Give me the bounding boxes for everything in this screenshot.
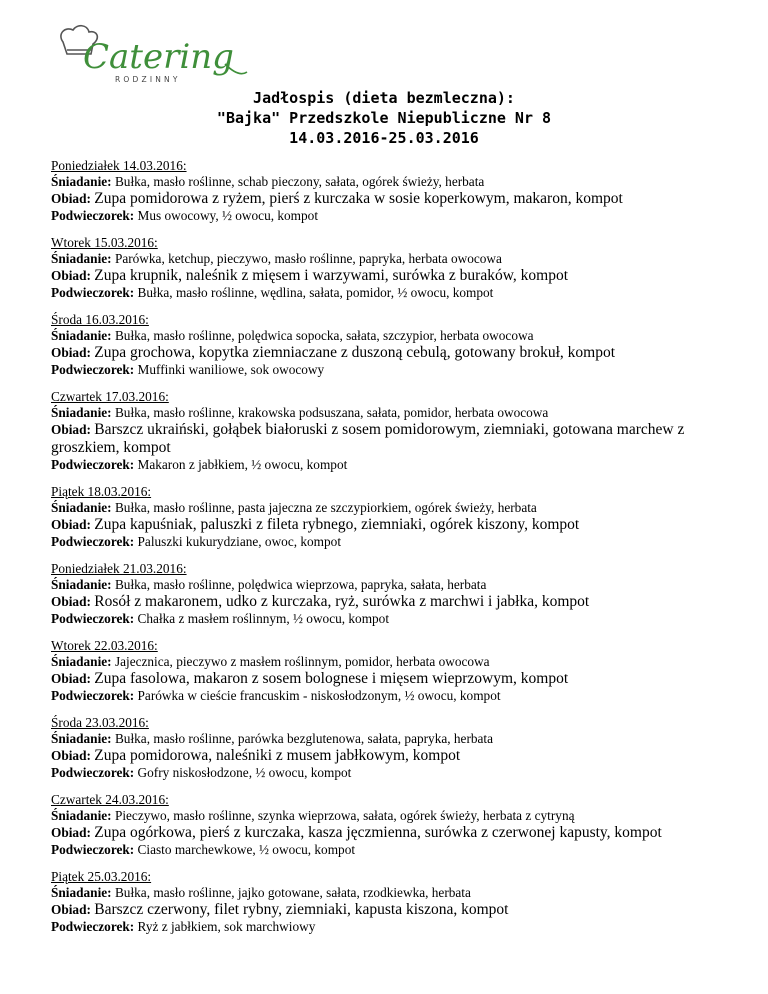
lunch-text: Zupa pomidorowa z ryżem, pierś z kurczaka w sosie koperkowym, makaron, kompot bbox=[94, 190, 623, 207]
breakfast-text: Bułka, masło roślinne, polędwica sopocka, sałata, szczypior, herbata owocowa bbox=[114, 328, 534, 343]
chef-hat-logo-graphic bbox=[55, 24, 250, 86]
breakfast-label: Śniadanie: bbox=[51, 251, 112, 266]
lunch-label: Obiad: bbox=[51, 268, 91, 283]
snack-text: Muffinki waniliowe, sok owocowy bbox=[137, 362, 325, 377]
day-header: Wtorek 22.03.2016: bbox=[51, 638, 158, 653]
breakfast-label: Śniadanie: bbox=[51, 885, 112, 900]
snack-label: Podwieczorek: bbox=[51, 842, 135, 857]
lunch-text: Zupa kapuśniak, paluszki z fileta rybnego, ziemniaki, ogórek kiszony, kompot bbox=[94, 516, 580, 533]
breakfast-text: Pieczywo, masło roślinne, szynka wieprzowa, sałata, ogórek świeży, herbata z cytryną bbox=[114, 808, 575, 823]
snack-text: Mus owocowy, ½ owocu, kompot bbox=[137, 208, 319, 223]
lunch-line bbox=[51, 901, 741, 919]
day-header: Czwartek 24.03.2016: bbox=[51, 792, 169, 807]
day-header: Poniedziałek 14.03.2016: bbox=[51, 158, 187, 173]
breakfast-label: Śniadanie: bbox=[51, 808, 112, 823]
snack-text: Ciasto marchewkowe, ½ owocu, kompot bbox=[137, 842, 356, 857]
breakfast-label: Śniadanie: bbox=[51, 731, 112, 746]
lunch-text: Zupa krupnik, naleśnik z mięsem i warzywami, surówka z buraków, kompot bbox=[94, 267, 569, 284]
breakfast-line bbox=[51, 577, 741, 593]
breakfast-label: Śniadanie: bbox=[51, 328, 112, 343]
lunch-text: Barszcz ukraiński, gołąbek białoruski z sosem pomidorowym, ziemniaki, gotowana marchew z groszkiem, kompot bbox=[51, 421, 685, 456]
lunch-label: Obiad: bbox=[51, 594, 91, 609]
day-entry bbox=[51, 638, 741, 704]
breakfast-text: Bułka, masło roślinne, schab pieczony, sałata, ogórek świeży, herbata bbox=[114, 174, 485, 189]
breakfast-text: Bułka, masło roślinne, krakowska podsuszana, sałata, pomidor, herbata owocowa bbox=[114, 405, 549, 420]
breakfast-label: Śniadanie: bbox=[51, 500, 112, 515]
breakfast-text: Jajecznica, pieczywo z masłem roślinnym, pomidor, herbata owocowa bbox=[114, 654, 490, 669]
snack-label: Podwieczorek: bbox=[51, 919, 135, 934]
lunch-text: Zupa grochowa, kopytka ziemniaczane z duszoną cebulą, gotowany brokuł, kompot bbox=[94, 344, 616, 361]
lunch-label: Obiad: bbox=[51, 422, 91, 437]
lunch-text: Barszcz czerwony, filet rybny, ziemniaki, kapusta kiszona, kompot bbox=[94, 901, 509, 918]
breakfast-label: Śniadanie: bbox=[51, 577, 112, 592]
snack-label: Podwieczorek: bbox=[51, 611, 135, 626]
catering-logo bbox=[55, 24, 250, 86]
snack-label: Podwieczorek: bbox=[51, 534, 135, 549]
logo-word: Catering bbox=[83, 37, 234, 77]
breakfast-line bbox=[51, 654, 741, 670]
breakfast-text: Bułka, masło roślinne, parówka bezglutenowa, sałata, papryka, herbata bbox=[114, 731, 494, 746]
breakfast-text: Parówka, ketchup, pieczywo, masło roślinne, papryka, herbata owocowa bbox=[114, 251, 502, 266]
day-entry bbox=[51, 235, 741, 301]
breakfast-line bbox=[51, 808, 741, 824]
snack-label: Podwieczorek: bbox=[51, 208, 135, 223]
lunch-line bbox=[51, 670, 741, 688]
breakfast-line bbox=[51, 405, 741, 421]
snack-text: Makaron z jabłkiem, ½ owocu, kompot bbox=[137, 457, 348, 472]
lunch-label: Obiad: bbox=[51, 902, 91, 917]
lunch-line bbox=[51, 516, 741, 534]
lunch-label: Obiad: bbox=[51, 748, 91, 763]
snack-text: Bułka, masło roślinne, wędlina, sałata, pomidor, ½ owocu, kompot bbox=[137, 285, 494, 300]
day-entry bbox=[51, 792, 741, 858]
lunch-line bbox=[51, 344, 741, 362]
lunch-text: Rosół z makaronem, udko z kurczaka, ryż, surówka z marchwi i jabłka, kompot bbox=[94, 593, 590, 610]
day-entry bbox=[51, 561, 741, 627]
day-header: Czwartek 17.03.2016: bbox=[51, 389, 169, 404]
breakfast-line bbox=[51, 328, 741, 344]
breakfast-line bbox=[51, 251, 741, 267]
snack-line bbox=[51, 457, 741, 473]
menu-title bbox=[0, 88, 768, 148]
breakfast-text: Bułka, masło roślinne, polędwica wieprzowa, papryka, sałata, herbata bbox=[114, 577, 487, 592]
lunch-line bbox=[51, 267, 741, 285]
snack-text: Parówka w cieście francuskim - niskosłodzonym, ½ owocu, kompot bbox=[137, 688, 501, 703]
lunch-line bbox=[51, 190, 741, 208]
snack-text: Paluszki kukurydziane, owoc, kompot bbox=[137, 534, 342, 549]
breakfast-text: Bułka, masło roślinne, jajko gotowane, sałata, rzodkiewka, herbata bbox=[114, 885, 471, 900]
lunch-label: Obiad: bbox=[51, 671, 91, 686]
day-header: Piątek 18.03.2016: bbox=[51, 484, 152, 499]
snack-label: Podwieczorek: bbox=[51, 285, 135, 300]
day-entry bbox=[51, 484, 741, 550]
day-header: Piątek 25.03.2016: bbox=[51, 869, 152, 884]
snack-label: Podwieczorek: bbox=[51, 765, 135, 780]
snack-text: Gofry niskosłodzone, ½ owocu, kompot bbox=[137, 765, 352, 780]
snack-label: Podwieczorek: bbox=[51, 362, 135, 377]
days-list bbox=[51, 158, 741, 946]
day-header: Wtorek 15.03.2016: bbox=[51, 235, 158, 250]
snack-line bbox=[51, 688, 741, 704]
snack-line bbox=[51, 842, 741, 858]
lunch-line bbox=[51, 747, 741, 765]
snack-label: Podwieczorek: bbox=[51, 688, 135, 703]
snack-line bbox=[51, 919, 741, 935]
breakfast-line bbox=[51, 174, 741, 190]
title-line-3: 14.03.2016-25.03.2016 bbox=[289, 129, 479, 147]
day-entry bbox=[51, 869, 741, 935]
breakfast-line bbox=[51, 731, 741, 747]
snack-label: Podwieczorek: bbox=[51, 457, 135, 472]
lunch-line bbox=[51, 824, 741, 842]
breakfast-label: Śniadanie: bbox=[51, 405, 112, 420]
breakfast-line bbox=[51, 500, 741, 516]
day-entry bbox=[51, 389, 741, 473]
breakfast-label: Śniadanie: bbox=[51, 654, 112, 669]
day-entry bbox=[51, 312, 741, 378]
lunch-text: Zupa ogórkowa, pierś z kurczaka, kasza jęczmienna, surówka z czerwonej kapusty, kompot bbox=[94, 824, 662, 841]
lunch-label: Obiad: bbox=[51, 825, 91, 840]
logo-subtitle: RODZINNY bbox=[115, 75, 181, 84]
day-header: Środa 16.03.2016: bbox=[51, 312, 149, 327]
snack-line bbox=[51, 765, 741, 781]
snack-line bbox=[51, 534, 741, 550]
lunch-text: Zupa fasolowa, makaron z sosem bolognese i mięsem wieprzowym, kompot bbox=[94, 670, 569, 687]
day-entry bbox=[51, 158, 741, 224]
title-line-1: Jadłospis (dieta bezmleczna): bbox=[253, 89, 515, 107]
snack-line bbox=[51, 208, 741, 224]
lunch-text: Zupa pomidorowa, naleśniki z musem jabłkowym, kompot bbox=[94, 747, 461, 764]
breakfast-line bbox=[51, 885, 741, 901]
lunch-line bbox=[51, 593, 741, 611]
title-line-2: "Bajka" Przedszkole Niepubliczne Nr 8 bbox=[216, 109, 552, 127]
lunch-label: Obiad: bbox=[51, 191, 91, 206]
lunch-label: Obiad: bbox=[51, 517, 91, 532]
snack-line bbox=[51, 362, 741, 378]
lunch-label: Obiad: bbox=[51, 345, 91, 360]
day-header: Poniedziałek 21.03.2016: bbox=[51, 561, 187, 576]
day-entry bbox=[51, 715, 741, 781]
snack-text: Ryż z jabłkiem, sok marchwiowy bbox=[137, 919, 316, 934]
breakfast-text: Bułka, masło roślinne, pasta jajeczna ze szczypiorkiem, ogórek świeży, herbata bbox=[114, 500, 537, 515]
day-header: Środa 23.03.2016: bbox=[51, 715, 149, 730]
breakfast-label: Śniadanie: bbox=[51, 174, 112, 189]
lunch-line bbox=[51, 421, 741, 457]
snack-line bbox=[51, 285, 741, 301]
snack-line bbox=[51, 611, 741, 627]
snack-text: Chałka z masłem roślinnym, ½ owocu, kompot bbox=[137, 611, 390, 626]
